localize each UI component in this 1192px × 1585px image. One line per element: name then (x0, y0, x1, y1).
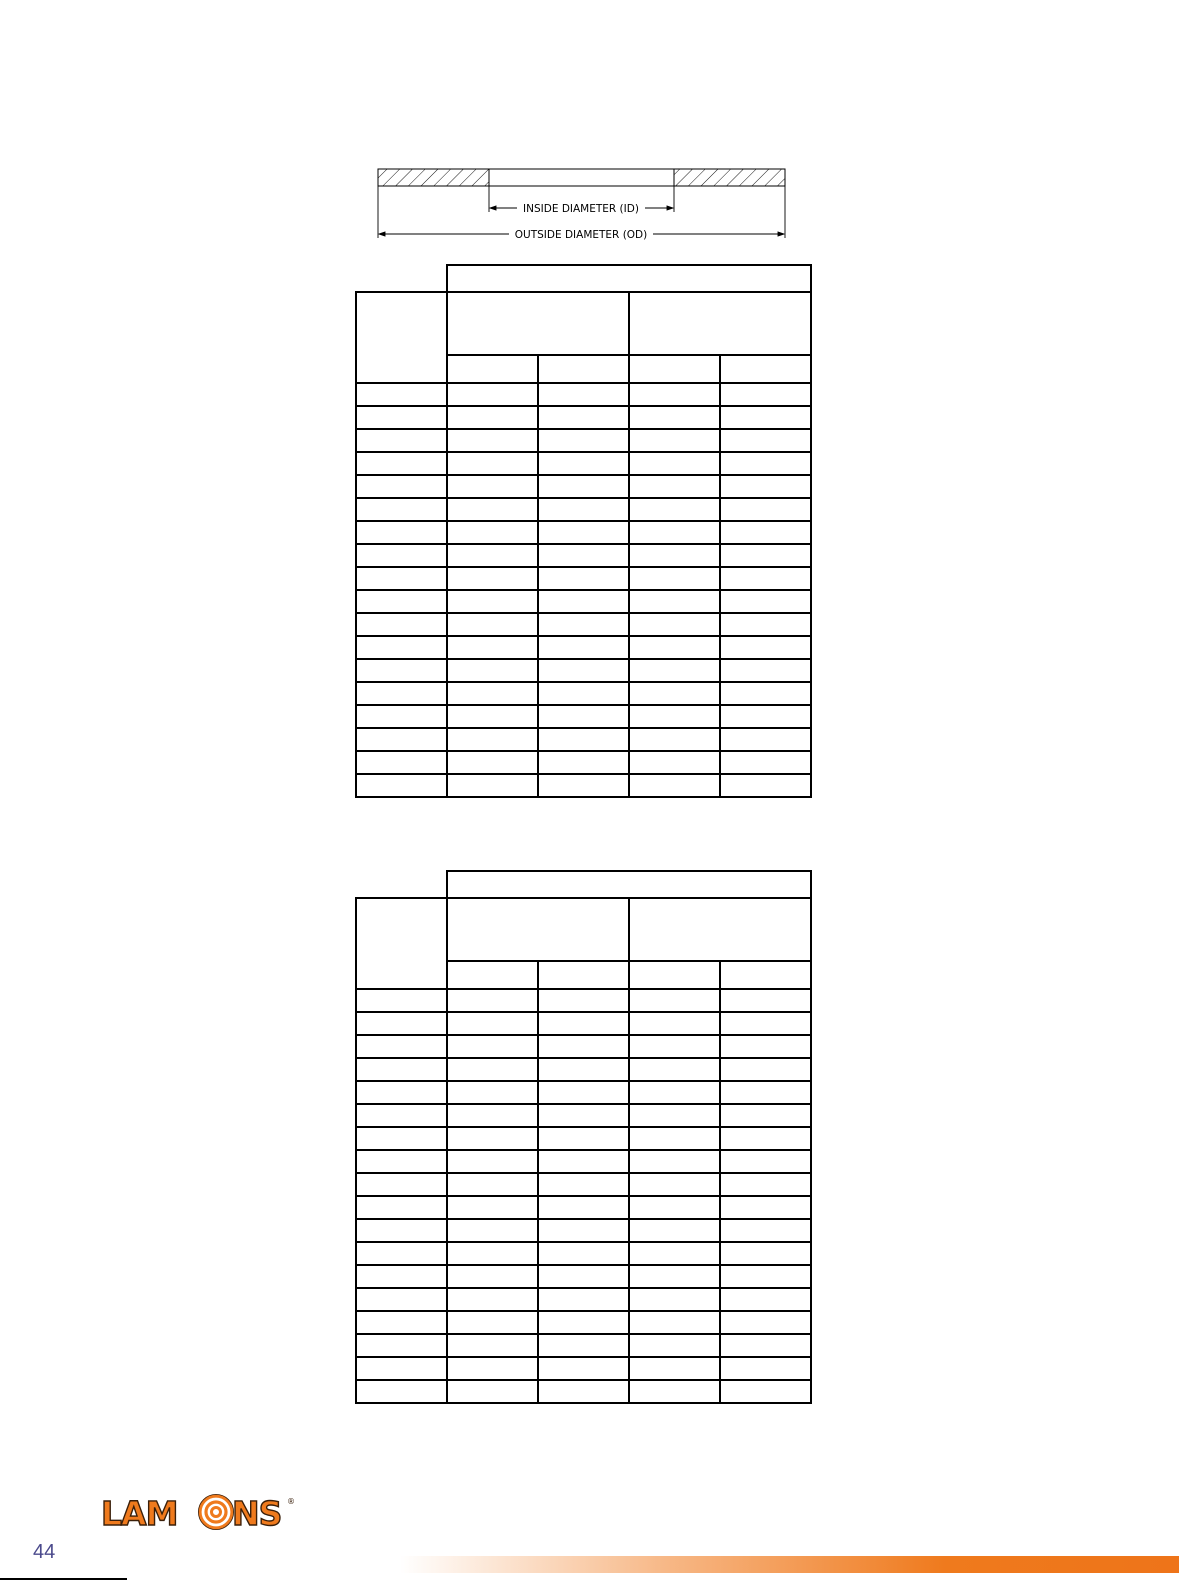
value-cell (447, 751, 538, 774)
value-cell (538, 613, 629, 636)
size-cell (356, 1196, 447, 1219)
size-cell (356, 1334, 447, 1357)
value-cell (538, 989, 629, 1012)
table-row (356, 1380, 811, 1403)
gasket-dimension-diagram (377, 166, 789, 246)
value-cell (629, 544, 720, 567)
header-spacer (356, 871, 447, 898)
value-cell (447, 475, 538, 498)
size-cell (356, 544, 447, 567)
value-cell (538, 1173, 629, 1196)
value-cell (720, 728, 811, 751)
table-row (356, 1150, 811, 1173)
value-cell (720, 452, 811, 475)
value-cell (447, 1288, 538, 1311)
value-cell (720, 567, 811, 590)
value-cell (720, 544, 811, 567)
value-cell (447, 1219, 538, 1242)
size-cell (356, 406, 447, 429)
group-header-cell (447, 871, 811, 898)
value-cell (720, 1334, 811, 1357)
value-cell (720, 406, 811, 429)
table-group-header-row (356, 871, 811, 898)
table-row (356, 1127, 811, 1150)
svg-text:LAM: LAM (101, 1494, 178, 1532)
size-cell (356, 1173, 447, 1196)
table-row (356, 1219, 811, 1242)
size-cell (356, 1380, 447, 1403)
size-cell (356, 613, 447, 636)
size-cell (356, 636, 447, 659)
table-row (356, 1265, 811, 1288)
value-cell (447, 1173, 538, 1196)
subheader-cell (538, 355, 629, 383)
value-cell (720, 989, 811, 1012)
value-cell (629, 498, 720, 521)
table-row (356, 659, 811, 682)
subheader-cell (720, 961, 811, 989)
value-cell (447, 613, 538, 636)
value-cell (720, 1265, 811, 1288)
size-cell (356, 1242, 447, 1265)
value-cell (629, 1380, 720, 1403)
value-cell (629, 1150, 720, 1173)
size-header-cell (356, 292, 447, 383)
value-cell (447, 1380, 538, 1403)
table-row (356, 452, 811, 475)
group-header-cell (447, 265, 811, 292)
column-group-header-left (447, 898, 629, 961)
value-cell (447, 1357, 538, 1380)
footer-rule (0, 1578, 127, 1580)
size-cell (356, 383, 447, 406)
table-row (356, 521, 811, 544)
value-cell (538, 1012, 629, 1035)
value-cell (629, 452, 720, 475)
value-cell (538, 1219, 629, 1242)
table-row (356, 1012, 811, 1035)
value-cell (720, 521, 811, 544)
table-row (356, 1357, 811, 1380)
value-cell (629, 751, 720, 774)
size-cell (356, 475, 447, 498)
table-row (356, 1242, 811, 1265)
value-cell (538, 659, 629, 682)
value-cell (538, 452, 629, 475)
table-row (356, 498, 811, 521)
value-cell (629, 1081, 720, 1104)
size-cell (356, 989, 447, 1012)
value-cell (538, 521, 629, 544)
lamons-logo-o-rings (198, 1494, 233, 1529)
value-cell (720, 1357, 811, 1380)
value-cell (720, 1058, 811, 1081)
size-cell (356, 1104, 447, 1127)
value-cell (629, 1127, 720, 1150)
value-cell (720, 1173, 811, 1196)
subheader-cell (629, 961, 720, 989)
value-cell (538, 1265, 629, 1288)
value-cell (447, 1265, 538, 1288)
value-cell (538, 636, 629, 659)
value-cell (629, 1104, 720, 1127)
value-cell (720, 1288, 811, 1311)
value-cell (720, 1127, 811, 1150)
value-cell (629, 1012, 720, 1035)
value-cell (629, 1357, 720, 1380)
value-cell (629, 1035, 720, 1058)
dimension-table-b (355, 870, 812, 1404)
value-cell (447, 1058, 538, 1081)
column-group-header-right (629, 898, 811, 961)
value-cell (447, 1035, 538, 1058)
value-cell (629, 682, 720, 705)
value-cell (720, 705, 811, 728)
table-row (356, 383, 811, 406)
value-cell (720, 613, 811, 636)
table-row (356, 544, 811, 567)
value-cell (447, 383, 538, 406)
size-cell (356, 1357, 447, 1380)
value-cell (720, 429, 811, 452)
value-cell (720, 1081, 811, 1104)
value-cell (447, 1334, 538, 1357)
table-header-row (356, 292, 811, 355)
size-cell (356, 1265, 447, 1288)
value-cell (720, 1012, 811, 1035)
size-cell (356, 1081, 447, 1104)
value-cell (629, 1265, 720, 1288)
value-cell (447, 636, 538, 659)
value-cell (538, 1288, 629, 1311)
table-row (356, 1288, 811, 1311)
table-row (356, 636, 811, 659)
value-cell (538, 429, 629, 452)
column-group-header-right (629, 292, 811, 355)
value-cell (538, 751, 629, 774)
size-cell (356, 1150, 447, 1173)
value-cell (629, 567, 720, 590)
value-cell (538, 1196, 629, 1219)
value-cell (720, 1196, 811, 1219)
table-row (356, 613, 811, 636)
value-cell (629, 659, 720, 682)
table-row (356, 590, 811, 613)
value-cell (447, 544, 538, 567)
size-cell (356, 705, 447, 728)
value-cell (538, 1242, 629, 1265)
value-cell (447, 1081, 538, 1104)
value-cell (447, 1196, 538, 1219)
value-cell (538, 1311, 629, 1334)
value-cell (447, 1127, 538, 1150)
value-cell (629, 636, 720, 659)
value-cell (629, 1288, 720, 1311)
value-cell (629, 1334, 720, 1357)
table-row (356, 751, 811, 774)
value-cell (629, 774, 720, 797)
value-cell (447, 1104, 538, 1127)
table-group-header-row (356, 265, 811, 292)
size-cell (356, 659, 447, 682)
value-cell (629, 429, 720, 452)
table-row (356, 429, 811, 452)
table-row (356, 1035, 811, 1058)
value-cell (538, 1380, 629, 1403)
value-cell (720, 475, 811, 498)
subheader-cell (720, 355, 811, 383)
table-row (356, 475, 811, 498)
value-cell (629, 1219, 720, 1242)
size-cell (356, 1219, 447, 1242)
table-row (356, 1311, 811, 1334)
value-cell (720, 1380, 811, 1403)
size-cell (356, 1035, 447, 1058)
footer-gradient-bar (400, 1556, 1179, 1573)
size-header-cell (356, 898, 447, 989)
size-cell (356, 1127, 447, 1150)
value-cell (720, 751, 811, 774)
value-cell (720, 498, 811, 521)
value-cell (538, 383, 629, 406)
value-cell (447, 659, 538, 682)
size-cell (356, 429, 447, 452)
value-cell (538, 774, 629, 797)
value-cell (720, 636, 811, 659)
size-cell (356, 1058, 447, 1081)
size-cell (356, 774, 447, 797)
value-cell (447, 1242, 538, 1265)
table-row (356, 1173, 811, 1196)
size-cell (356, 728, 447, 751)
value-cell (538, 1127, 629, 1150)
value-cell (720, 383, 811, 406)
column-group-header-left (447, 292, 629, 355)
size-cell (356, 567, 447, 590)
value-cell (447, 774, 538, 797)
value-cell (629, 613, 720, 636)
value-cell (720, 1311, 811, 1334)
value-cell (447, 1012, 538, 1035)
subheader-cell (538, 961, 629, 989)
value-cell (629, 590, 720, 613)
value-cell (720, 682, 811, 705)
value-cell (538, 475, 629, 498)
size-cell (356, 590, 447, 613)
value-cell (629, 705, 720, 728)
value-cell (447, 521, 538, 544)
value-cell (629, 1173, 720, 1196)
size-cell (356, 452, 447, 475)
value-cell (629, 1058, 720, 1081)
value-cell (538, 567, 629, 590)
size-cell (356, 1288, 447, 1311)
value-cell (538, 498, 629, 521)
value-cell (538, 406, 629, 429)
size-cell (356, 682, 447, 705)
table-row (356, 989, 811, 1012)
value-cell (447, 705, 538, 728)
size-cell (356, 1311, 447, 1334)
gasket-cross-section (378, 169, 785, 186)
value-cell (629, 475, 720, 498)
value-cell (538, 1058, 629, 1081)
table-row (356, 1058, 811, 1081)
value-cell (629, 383, 720, 406)
value-cell (447, 1150, 538, 1173)
value-cell (538, 1035, 629, 1058)
value-cell (720, 1035, 811, 1058)
value-cell (629, 728, 720, 751)
value-cell (629, 1311, 720, 1334)
value-cell (538, 705, 629, 728)
value-cell (447, 498, 538, 521)
subheader-cell (629, 355, 720, 383)
registered-mark: ® (287, 1497, 295, 1506)
size-cell (356, 521, 447, 544)
value-cell (720, 1150, 811, 1173)
lamons-logo (100, 1494, 296, 1532)
table-row (356, 1196, 811, 1219)
table-row (356, 1081, 811, 1104)
value-cell (720, 1104, 811, 1127)
table-row (356, 567, 811, 590)
value-cell (447, 728, 538, 751)
table-row (356, 682, 811, 705)
value-cell (629, 989, 720, 1012)
value-cell (720, 1242, 811, 1265)
table-header-row (356, 898, 811, 961)
page-number: 44 (33, 1541, 56, 1563)
subheader-cell (447, 355, 538, 383)
table-row (356, 1334, 811, 1357)
value-cell (447, 989, 538, 1012)
value-cell (538, 1081, 629, 1104)
value-cell (447, 406, 538, 429)
value-cell (538, 682, 629, 705)
value-cell (447, 429, 538, 452)
value-cell (538, 728, 629, 751)
subheader-cell (447, 961, 538, 989)
value-cell (447, 682, 538, 705)
value-cell (538, 544, 629, 567)
value-cell (720, 774, 811, 797)
value-cell (629, 406, 720, 429)
table-row (356, 1104, 811, 1127)
value-cell (538, 590, 629, 613)
value-cell (538, 1150, 629, 1173)
value-cell (629, 1196, 720, 1219)
table-row (356, 774, 811, 797)
value-cell (447, 1311, 538, 1334)
value-cell (629, 1242, 720, 1265)
inside-diameter-label: INSIDE DIAMETER (ID) (523, 203, 639, 215)
value-cell (538, 1357, 629, 1380)
value-cell (629, 521, 720, 544)
svg-text:NS: NS (232, 1494, 282, 1532)
size-cell (356, 751, 447, 774)
outside-diameter-label: OUTSIDE DIAMETER (OD) (514, 229, 648, 241)
size-cell (356, 498, 447, 521)
table-row (356, 406, 811, 429)
value-cell (538, 1334, 629, 1357)
value-cell (447, 452, 538, 475)
value-cell (447, 567, 538, 590)
table-row (356, 705, 811, 728)
value-cell (720, 1219, 811, 1242)
size-cell (356, 1012, 447, 1035)
value-cell (538, 1104, 629, 1127)
value-cell (720, 659, 811, 682)
table-row (356, 728, 811, 751)
value-cell (447, 590, 538, 613)
lamons-logo-wordmark (101, 1494, 295, 1532)
dimension-table-a (355, 264, 812, 798)
value-cell (720, 590, 811, 613)
header-spacer (356, 265, 447, 292)
